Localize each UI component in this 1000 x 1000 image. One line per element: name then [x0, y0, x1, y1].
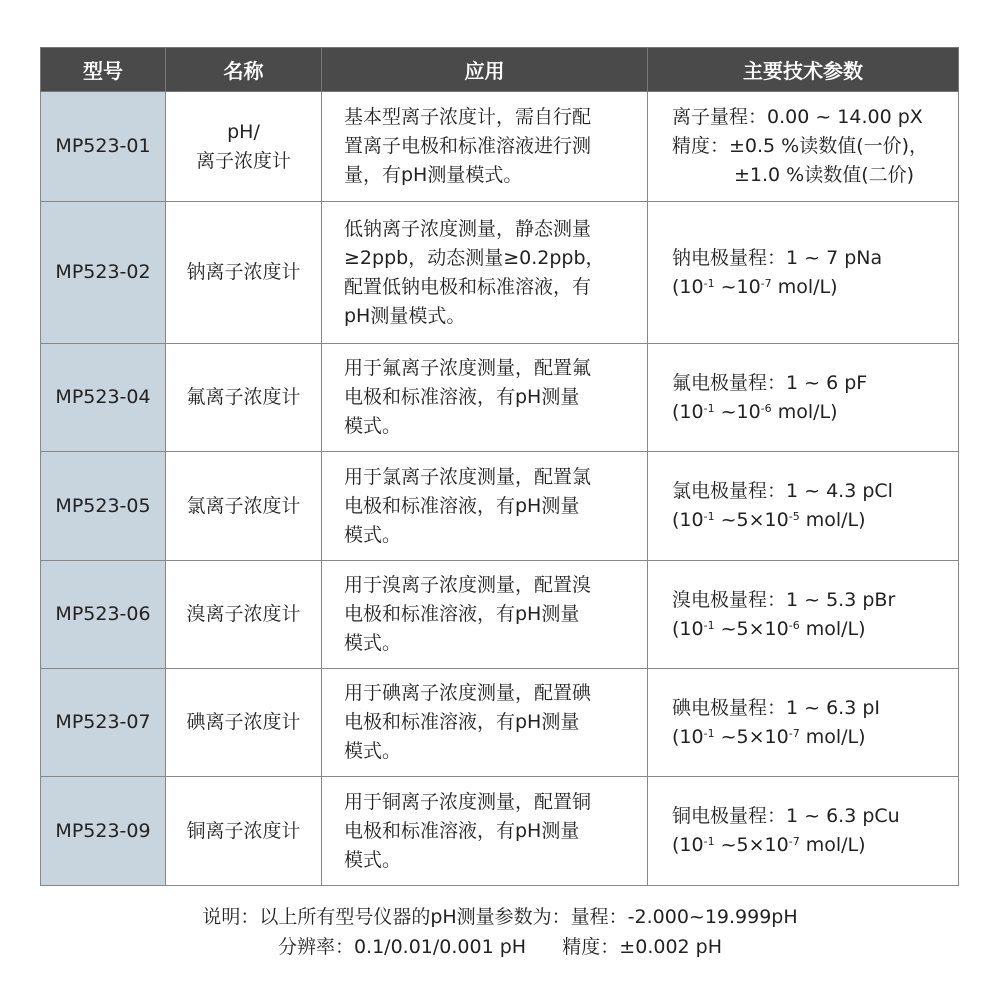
application-line: pH测量模式。 — [344, 304, 466, 327]
application-cell — [322, 561, 648, 669]
concentration-text: ~10 — [714, 275, 761, 298]
application-line: 模式。 — [344, 740, 402, 762]
spec-accuracy: 精度：±0.5 %读数值(一价)， — [672, 135, 929, 157]
spec-cell — [648, 669, 959, 777]
application-line: 模式。 — [344, 632, 402, 654]
spec-range: 碘电极量程：1 ~ 6.3 pI — [672, 696, 881, 719]
concentration-text: mol/L) — [799, 834, 866, 856]
concentration-text: mol/L) — [799, 509, 866, 531]
exponent: -7 — [788, 726, 800, 740]
exponent: -6 — [760, 401, 772, 415]
concentration-text: mol/L) — [771, 400, 838, 423]
concentration-text: ~5×10 — [714, 834, 789, 856]
application-line: ≥2ppb，动态测量≥0.2ppb， — [344, 246, 605, 269]
spec-concentration — [672, 506, 958, 535]
application-cell — [322, 669, 648, 777]
application-line: 量，有pH测量模式。 — [344, 164, 523, 186]
footnote-line-1: 说明：以上所有型号仪器的pH测量参数为：量程：-2.000~19.999pH — [202, 906, 798, 928]
name-line: 碘离子浓度计 — [186, 711, 301, 733]
table-row — [41, 344, 959, 452]
concentration-text: ~5×10 — [714, 617, 789, 640]
concentration-text: mol/L) — [799, 617, 866, 640]
name-line: pH/ — [227, 120, 260, 143]
name-cell — [166, 669, 322, 777]
table-row — [41, 92, 959, 202]
spec-cell — [648, 202, 959, 344]
application-line: 配置低钠电极和标准溶液，有 — [344, 275, 592, 298]
name-line: 氯离子浓度计 — [186, 494, 301, 517]
model-cell: MP523-02 — [41, 202, 166, 344]
concentration-text: (10 — [672, 834, 704, 856]
exponent: -1 — [703, 726, 715, 740]
concentration-text: ~5×10 — [714, 509, 789, 531]
table-row — [41, 561, 959, 669]
application-cell — [322, 452, 648, 561]
spec-cell — [648, 92, 959, 202]
concentration-text: (10 — [672, 725, 704, 748]
application-line: 低钠离子浓度测量，静态测量 — [344, 217, 592, 240]
spec-range: 离子量程：0.00 ~ 14.00 pX — [672, 106, 923, 128]
name-line: 钠离子浓度计 — [186, 261, 301, 283]
name-cell — [166, 452, 322, 561]
concentration-text: (10 — [672, 509, 704, 531]
name-cell — [166, 92, 322, 202]
spec-cell — [648, 344, 959, 452]
name-cell — [166, 777, 322, 886]
model-cell: MP523-05 — [41, 452, 166, 561]
concentration-text: (10 — [672, 400, 704, 423]
application-line: 电极和标准溶液，有pH测量 — [344, 494, 580, 517]
exponent: -5 — [788, 510, 800, 523]
application-line: 用于溴离子浓度测量，配置溴 — [344, 574, 592, 596]
spec-range: 铜电极量程：1 ~ 6.3 pCu — [672, 805, 900, 827]
spec-range: 钠电极量程：1 ~ 7 pNa — [672, 246, 883, 269]
table-row — [41, 777, 959, 886]
application-cell — [322, 202, 648, 344]
application-line: 用于碘离子浓度测量，配置碘 — [344, 682, 592, 704]
application-line: 模式。 — [344, 523, 402, 546]
spec-concentration — [672, 831, 958, 860]
table-row — [41, 452, 959, 561]
application-cell — [322, 344, 648, 452]
header-model: 型号 — [41, 48, 166, 92]
application-cell — [322, 777, 648, 886]
name-line: 离子浓度计 — [195, 149, 291, 172]
spec-cell — [648, 452, 959, 561]
header-application: 应用 — [322, 48, 648, 92]
name-cell — [166, 344, 322, 452]
spec-range: 溴电极量程：1 ~ 5.3 pBr — [672, 588, 896, 611]
name-cell — [166, 202, 322, 344]
spec-cell — [648, 561, 959, 669]
name-cell — [166, 561, 322, 669]
spec-concentration — [672, 273, 958, 302]
application-cell — [322, 92, 648, 202]
model-cell: MP523-01 — [41, 92, 166, 202]
spec-table — [40, 47, 959, 886]
application-line: 模式。 — [344, 415, 402, 437]
exponent: -1 — [703, 835, 715, 848]
spec-concentration — [672, 723, 958, 752]
table-row — [41, 669, 959, 777]
application-line: 用于铜离子浓度测量，配置铜 — [344, 790, 592, 813]
concentration-text: (10 — [672, 617, 704, 640]
exponent: -7 — [788, 835, 800, 848]
concentration-text: mol/L) — [771, 275, 838, 298]
concentration-text: (10 — [672, 275, 704, 298]
concentration-text: ~5×10 — [714, 725, 789, 748]
model-cell: MP523-06 — [41, 561, 166, 669]
exponent: -1 — [703, 276, 715, 290]
application-line: 电极和标准溶液，有pH测量 — [344, 603, 580, 625]
header-name: 名称 — [166, 48, 322, 92]
spec-cell — [648, 777, 959, 886]
concentration-text: mol/L) — [799, 725, 866, 748]
model-cell: MP523-09 — [41, 777, 166, 886]
spec-accuracy-2: ±1.0 %读数值(二价) — [734, 164, 915, 186]
table-header — [41, 48, 959, 92]
model-cell: MP523-07 — [41, 669, 166, 777]
model-cell: MP523-04 — [41, 344, 166, 452]
exponent: -1 — [703, 510, 715, 523]
spec-concentration — [672, 398, 958, 427]
application-line: 模式。 — [344, 848, 402, 871]
spec-range: 氟电极量程：1 ~ 6 pF — [672, 371, 868, 394]
name-line: 溴离子浓度计 — [186, 603, 301, 625]
concentration-text: ~10 — [714, 400, 761, 423]
name-line: 铜离子浓度计 — [186, 819, 301, 842]
application-line: 用于氟离子浓度测量，配置氟 — [344, 357, 592, 379]
name-line: 氟离子浓度计 — [186, 386, 301, 408]
footnote-line-2: 分辨率：0.1/0.01/0.001 pH 精度：±0.002 pH — [277, 936, 723, 958]
application-line: 用于氯离子浓度测量，配置氯 — [344, 465, 592, 488]
application-line: 基本型离子浓度计，需自行配 — [344, 106, 592, 128]
spec-concentration — [672, 615, 958, 644]
exponent: -1 — [703, 401, 715, 415]
header-specs: 主要技术参数 — [648, 48, 959, 92]
application-line: 电极和标准溶液，有pH测量 — [344, 711, 580, 733]
exponent: -7 — [760, 276, 772, 290]
application-line: 电极和标准溶液，有pH测量 — [344, 819, 580, 842]
exponent: -6 — [788, 618, 800, 632]
application-line: 置离子电极和标准溶液进行测 — [344, 135, 592, 157]
spec-range: 氯电极量程：1 ~ 4.3 pCl — [672, 480, 893, 502]
exponent: -1 — [703, 618, 715, 632]
application-line: 电极和标准溶液，有pH测量 — [344, 386, 580, 408]
table-row — [41, 202, 959, 344]
